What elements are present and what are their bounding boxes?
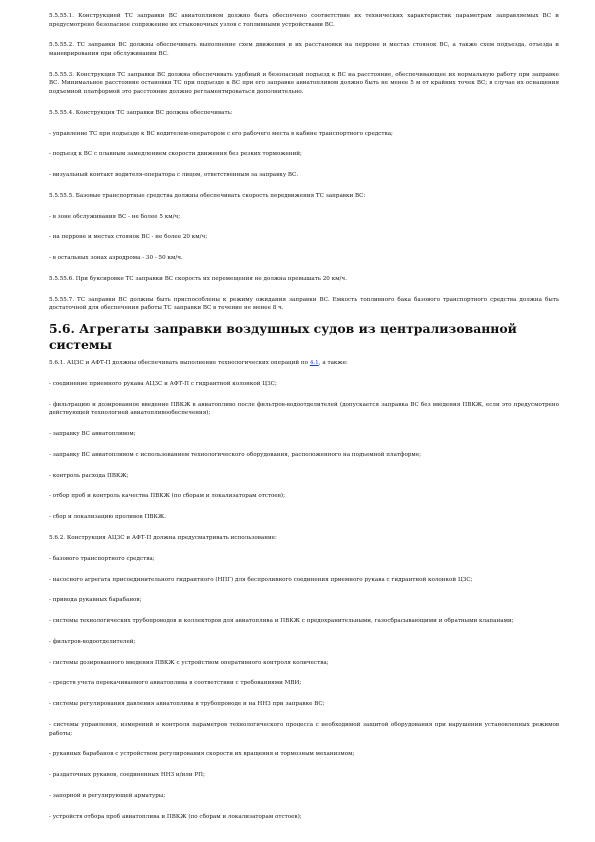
lower-paragraph: - системы регулирования давления авиатоплива в трубопроводе и на ННЗ при заправке ВС; bbox=[49, 701, 325, 708]
upper-paragraph: 5.5.55.5. Базовые транспортные средства должны обеспечивать скорость передвижения ТС заправки ВС: bbox=[49, 192, 366, 199]
lower-paragraph: - рукавных барабанов с устройством регулирования скорости их вращения и тормозным механизмом; bbox=[49, 751, 355, 758]
upper-section bbox=[49, 12, 559, 313]
lower-paragraph: - заправку ВС авиатопливом; bbox=[49, 431, 136, 438]
upper-paragraph: 5.5.55.6. При буксировке ТС заправки ВС скорость их перемещения не должна превышать 20 км/ч. bbox=[49, 275, 347, 282]
section-heading: 5.6. Агрегаты заправки воздушных судов из централизованной системы bbox=[49, 321, 517, 353]
lower-paragraph: - контроль расхода ПВКЖ; bbox=[49, 472, 129, 479]
lower-paragraph: - фильтрацию и дозированное введение ПВКЖ в авиатопливо после фильтров-водоотделителей (допускается заправка ВС без введения ПВКЖ, если это предусмотрено действующей технологией авиатопливообеспечения); bbox=[49, 401, 559, 417]
lower-paragraph: - отбор проб и контроль качества ПВКЖ (по сборам и локализаторам отстоев); bbox=[49, 493, 286, 500]
upper-paragraph: 5.5.55.4. Конструкция ТС заправки ВС должна обеспечивать: bbox=[49, 109, 233, 116]
upper-paragraph: - в зоне обслуживания ВС - не более 5 км/ч; bbox=[49, 213, 181, 220]
upper-paragraph: 5.5.55.3. Конструкция ТС заправки ВС должна обеспечивать удобный и безопасный подъезд к ВС на расстояние, обеспечивающее их нормальную работу при заправке ВС. Минимальное расстояние остановки ТС при подъезде к ВС при его заправке авиатопливом должно быть не менее 5 м от крайних точек ВС; в случае их оснащения подъемной платформой это расстояние должно регламентироваться дополнительно. bbox=[49, 71, 559, 95]
lower-paragraph: - устройств отбора проб авиатоплива и ПВКЖ (по сборам и локализаторам отстоев); bbox=[49, 813, 302, 820]
upper-paragraph: - в остальных зонах аэродрома - 30 - 50 км/ч. bbox=[49, 255, 183, 262]
lower-paragraph: - базового транспортного средства; bbox=[49, 555, 155, 562]
paragraph-5-6-1-before: 5.6.1. АЦЗС и АФТ-П должны обеспечивать выполнение технологических операций по bbox=[49, 360, 310, 367]
lower-paragraph: - запорной и регулирующей арматуры; bbox=[49, 792, 166, 799]
lower-paragraph: - фильтров-водоотделителей; bbox=[49, 638, 136, 645]
clause-link-4-1[interactable]: 4.1 bbox=[309, 360, 319, 367]
upper-paragraph: - управление ТС при подъезде к ВС водителем-оператором с его рабочего места в кабине транспортного средства; bbox=[49, 130, 393, 137]
paragraph-5-6-1-after: , а также: bbox=[318, 360, 348, 367]
lower-paragraph: 5.6.2. Конструкция АЦЗС и АФТ-П должна предусматривать использование: bbox=[49, 534, 277, 541]
lower-paragraph: - насосного агрегата присоединительного гидрантного (НПГ) для беспроливного соединения приемного рукава с гидрантной колонкой ЦЗС; bbox=[49, 576, 473, 583]
lower-paragraph: - системы технологических трубопроводов и коллекторов для авиатоплива и ПВКЖ с предохранительными, газосбрасывающими и обратными клапанами; bbox=[49, 618, 514, 625]
lower-paragraph: - привода рукавных барабанов; bbox=[49, 597, 142, 604]
lower-section bbox=[49, 380, 559, 821]
lower-paragraph: - заправку ВС авиатопливом с использованием технологического оборудования, расположенного на подъемной платформе; bbox=[49, 451, 421, 458]
lower-paragraph: - системы дозированного введения ПВКЖ с устройством оперативного контроля количества; bbox=[49, 659, 329, 666]
lower-paragraph: - средств учета перекачиваемого авиатоплива в соответствии с требованиями МВИ; bbox=[49, 680, 302, 687]
paragraph-5-6-1 bbox=[49, 359, 559, 368]
upper-paragraph: - визуальный контакт водителя-оператора с лицом, ответственным за заправку ВС. bbox=[49, 172, 299, 179]
upper-paragraph: 5.5.55.1. Конструкцией ТС заправки ВС авиатопливом должно быть обеспечено соответствие их технических характеристик параметрам заправляемых ВС и предусмотрено безопасное сопряжение их стыковочных узлов с топливными устройствами ВС. bbox=[49, 13, 559, 28]
upper-paragraph: 5.5.55.7. ТС заправки ВС должны быть приспособлены к режиму ожидания заправки ВС. Емкость топливного бака базового транспортного средства должна быть достаточной для обеспечения работы ТС заправки ВС в течение не менее 8 ч. bbox=[49, 296, 559, 312]
lower-paragraph: - соединение приемного рукава АЦЗС и АФТ-П с гидрантной колонкой ЦЗС; bbox=[49, 380, 277, 387]
upper-paragraph: 5.5.55.2. ТС заправки ВС должны обеспечивать выполнение схем движения и их расстановки на перроне и местах стоянок ВС, а также схем подъезда, отъезда и маневрирования при обслуживании ВС. bbox=[49, 42, 559, 57]
upper-paragraph: - подъезд к ВС с плавным замедлением скорости движения без резких торможений; bbox=[49, 151, 302, 158]
lower-paragraph: - сбор и локализацию проливов ПВКЖ. bbox=[49, 514, 166, 521]
document-page bbox=[49, 12, 559, 834]
lower-paragraph: - системы управления, измерений и контроля параметров технологического процесса с необходимой защитой оборудования при нарушении установленных режимов работы; bbox=[49, 722, 559, 737]
lower-paragraph: - раздаточных рукавов, соединенных ННЗ и/или РП; bbox=[49, 772, 205, 779]
upper-paragraph: - на перроне и местах стоянок ВС - не более 20 км/ч; bbox=[49, 234, 208, 241]
